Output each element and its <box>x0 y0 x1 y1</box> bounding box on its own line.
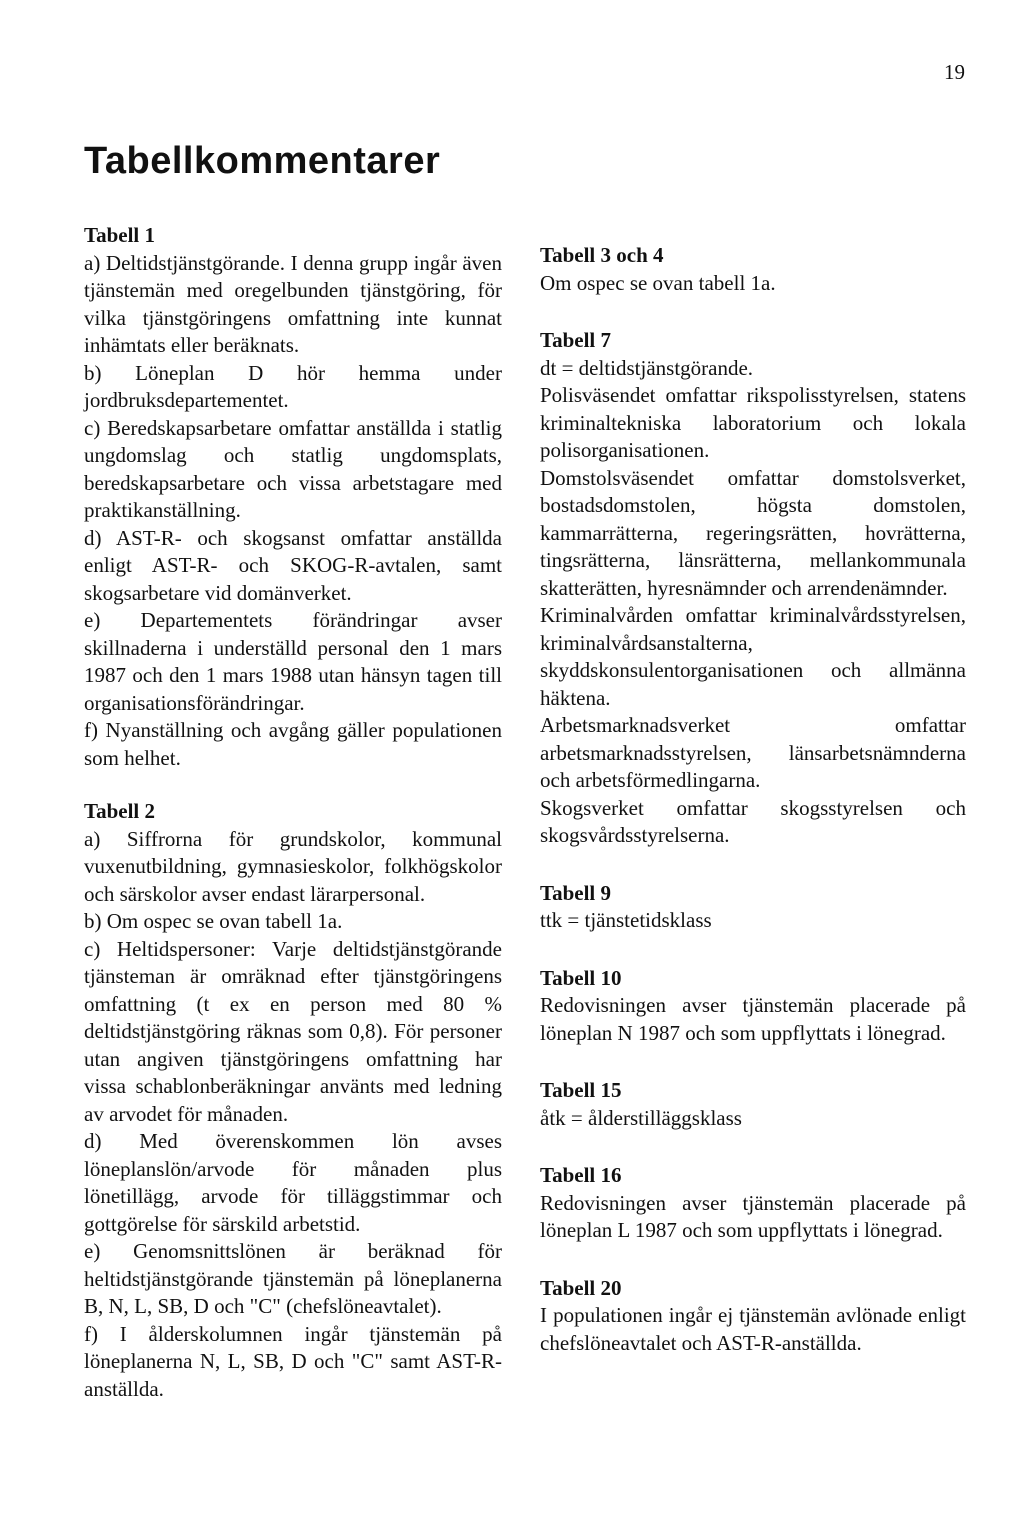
paragraph: f) Nyanställning och avgång gäller populationen som helhet. <box>84 718 502 770</box>
section-title: Tabell 1 <box>84 223 155 247</box>
paragraph: e) Genomsnittslönen är beräknad för heltidstjänstgörande tjänstemän på löneplanerna B, N, L, SB, D och "C" (chefslöneavtalet). <box>84 1239 502 1318</box>
section-tabell-20 <box>540 1275 966 1358</box>
right-column <box>540 242 966 1357</box>
paragraph: Skogsverket omfattar skogsstyrelsen och skogsvårdsstyrelserna. <box>540 795 966 847</box>
paragraph: d) AST-R- och skogsanst omfattar anställda enligt AST-R- och SKOG-R-avtalen, samt skogsarbetare vid domänverket. <box>84 525 502 605</box>
section-title: Tabell 7 <box>540 328 611 352</box>
section-title: Tabell 3 och 4 <box>540 243 664 267</box>
paragraph: åtk = ålderstilläggsklass <box>540 1105 742 1130</box>
paragraph: e) Departementets förändringar avser skillnaderna i underställd personal den 1 mars 1987 och den 1 mars 1988 utan hänsyn tagen till organisationsförändringar. <box>84 608 502 715</box>
section-title: Tabell 9 <box>540 880 611 905</box>
paragraph: Arbetsmarknadsverket omfattar arbetsmarknadsstyrelsen, länsarbetsnämnderna och arbetsförmedlingarna. <box>540 713 966 792</box>
section-title: Tabell 20 <box>540 1275 622 1300</box>
paragraph: c) Heltidspersoner: Varje deltidstjänstgörande tjänsteman är omräknad efter tjänstgöringens omfattning (t ex en person med 80 % deltidstjänstgöring räknas som 0,8). För personer utan angiven tjänstgöringens omfattning har vissa schablonberäkningar använts med ledning av arvodet för månaden. <box>84 936 502 1126</box>
paragraph: Redovisningen avser tjänstemän placerade på löneplan L 1987 och som uppflyttats i lönegrad. <box>540 1190 966 1242</box>
paragraph: Redovisningen avser tjänstemän placerade på löneplan N 1987 och som uppflyttats i lönegrad. <box>540 993 966 1045</box>
left-column <box>84 222 502 1403</box>
paragraph: dt = deltidstjänstgörande. <box>540 355 754 380</box>
section-tabell-15 <box>540 1077 966 1132</box>
paragraph: b) Om ospec se ovan tabell 1a. <box>84 909 343 933</box>
paragraph: d) Med överenskommen lön avses löneplanslön/arvode för månaden plus lönetillägg, arvode för tilläggstimmar och gottgörelse för särskild arbetstid. <box>84 1129 502 1236</box>
section-tabell-1 <box>84 222 502 772</box>
section-tabell-16 <box>540 1162 966 1245</box>
section-title: Tabell 15 <box>540 1078 622 1102</box>
paragraph: Domstolsväsendet omfattar domstolsverket, bostadsdomstolen, högsta domstolen, kammarrätterna, regeringsrätten, hovrätterna, tingsrätterna, länsrätterna, mellankommunala skatterätten, hyresnämnder och arrendenämnder. <box>540 465 966 600</box>
paragraph: a) Siffrorna för grundskolor, kommunal vuxenutbildning, gymnasieskolor, folkhögskolor och särskolor avser endast lärarpersonal. <box>84 826 502 906</box>
page-title: Tabellkommentarer <box>84 140 441 182</box>
page-number: 19 <box>944 60 965 84</box>
section-tabell-7 <box>540 327 966 850</box>
section-title: Tabell 16 <box>540 1163 622 1187</box>
section-tabell-2 <box>84 798 502 1403</box>
paragraph: b) Löneplan D hör hemma under jordbruksdepartementet. <box>84 360 502 412</box>
section-title: Tabell 10 <box>540 965 622 990</box>
section-tabell-10 <box>540 965 966 1048</box>
paragraph: Kriminalvården omfattar kriminalvårdsstyrelsen, kriminalvårdsanstalterna, skyddskonsulentorganisationen och allmänna häktena. <box>540 603 966 710</box>
section-title: Tabell 2 <box>84 799 155 823</box>
paragraph: I populationen ingår ej tjänstemän avlönade enligt chefslöneavtalet och AST-R-anställda. <box>540 1303 966 1355</box>
paragraph: c) Beredskapsarbetare omfattar anställda i statlig ungdomslag och statlig ungdomsplats, beredskapsarbetare och vissa arbetstagare med praktikanställning. <box>84 415 502 522</box>
section-tabell-9 <box>540 880 966 935</box>
paragraph: Polisväsendet omfattar rikspolisstyrelsen, statens kriminaltekniska laboratorium och lokala polisorganisationen. <box>540 383 966 462</box>
paragraph: a) Deltidstjänstgörande. I denna grupp ingår även tjänstemän med oregelbunden tjänstgöring, för vilka tjänstgöringens omfattning inte kunnat inhämtats eller beräknats. <box>84 250 502 357</box>
paragraph: Om ospec se ovan tabell 1a. <box>540 270 776 295</box>
section-tabell-3-och-4 <box>540 242 966 297</box>
paragraph: ttk = tjänstetidsklass <box>540 908 712 932</box>
paragraph: f) I ålderskolumnen ingår tjänstemän på löneplanerna N, L, SB, D och "C" samt AST-R-anställda. <box>84 1321 502 1401</box>
